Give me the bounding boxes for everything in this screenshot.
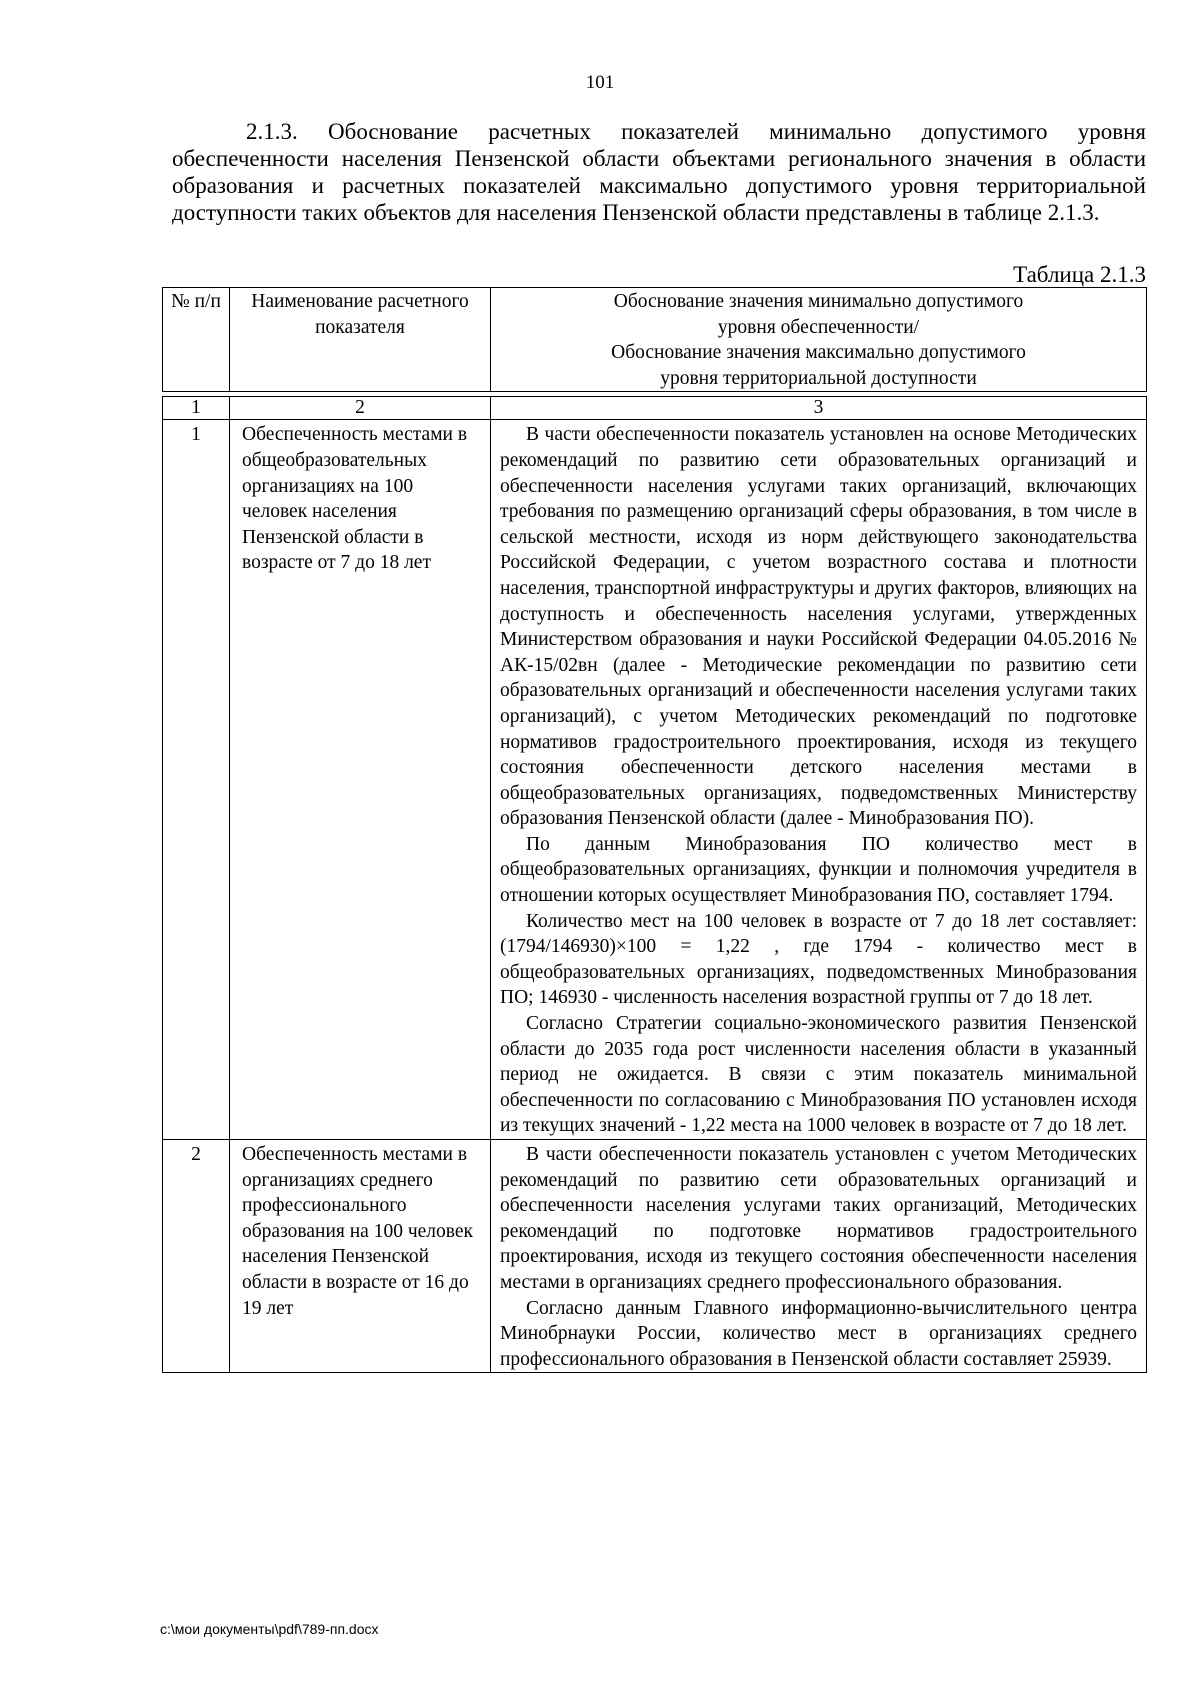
justification-cell (491, 420, 1147, 1140)
header-just-line4: уровня территориальной доступности (660, 367, 977, 389)
header-just-line3: Обоснование значения максимально допустимого (611, 342, 1026, 364)
footer-file-path: c:\мои документы\pdf\789-пп.docx (160, 1621, 379, 1637)
table-row (163, 420, 1147, 1140)
header-just-line2: уровня обеспеченности/ (717, 316, 920, 338)
justification-paragraph: Количество мест на 100 человек в возрасте от 7 до 18 лет составляет: (1794/146930)×100 = 1,22 , где 1794 - количество мест в общеобразовательных организациях, подведомственных Минобразования ПО; 146930 - численность населения возрастной группы от 7 до 18 лет. (500, 910, 1137, 1009)
column-number: 2 (230, 397, 491, 420)
table-row (163, 1140, 1147, 1373)
indicator-name: Обеспеченность местами в организациях среднего профессионального образования на 100 человек населения Пензенской области в возрасте от 16 до 19 лет (230, 1140, 491, 1373)
page-number: 101 (585, 72, 615, 93)
header-num: № п/п (163, 288, 230, 392)
column-number: 1 (163, 397, 230, 420)
justification-paragraph: Согласно данным Главного информационно-вычислительного центра Минобрнауки России, количество мест в организациях среднего профессионального образования в Пензенской области составляет 25939. (500, 1297, 1137, 1370)
table-caption: Таблица 2.1.3 (1013, 262, 1146, 287)
indicator-name: Обеспеченность местами в общеобразовательных организациях на 100 человек населения Пензенской области в возрасте от 7 до 18 лет (230, 420, 491, 1140)
justification-cell (491, 1140, 1147, 1373)
justification-paragraph: В части обеспеченности показатель установлен на основе Методических рекомендаций по развитию сети образовательных организаций и обеспеченности населения услугами таких организаций, включающих требования по размещению организаций сферы образования, в том числе в сельской местности, исходя из норм действующего законодательства Российской Федерации, с учетом возрастного состава и плотности населения, транспортной инфраструктуры и других факторов, влияющих на доступность и обеспеченность населения услугами, утвержденных Министерством образования и науки Российской Федерации 04.05.2016 № АК-15/02вн (далее - Методические рекомендации по развитию сети образовательных организаций и обеспеченности населения услугами таких организаций), с учетом Методических рекомендаций по подготовке нормативов градостроительного проектирования, исходя из текущего состояния обеспеченности детского населения местами в общеобразовательных организациях, подведомственных Министерству образования Пензенской области (далее - Минобразования ПО). (500, 424, 1137, 830)
header-justification (491, 288, 1147, 392)
row-number: 1 (163, 420, 230, 1140)
intro-paragraph: 2.1.3. Обоснование расчетных показателей минимально допустимого уровня обеспеченности населения Пензенской области объектами регионального значения в области образования и расчетных показателей максимально допустимого уровня территориальной доступности таких объектов для населения Пензенской области представлены в таблице 2.1.3. (172, 119, 1146, 225)
justification-paragraph: Согласно Стратегии социально-экономического развития Пензенской области до 2035 года рост численности населения области в указанный период не ожидается. В связи с этим показатель минимальной обеспеченности по согласованию с Минобразования ПО установлен исходя из текущих значений - 1,22 места на 1000 человек в возрасте от 7 до 18 лет. (500, 1013, 1137, 1137)
column-number-row (163, 397, 1147, 420)
column-number: 3 (491, 397, 1147, 420)
header-just-line1: Обоснование значения минимально допустимого (613, 291, 1024, 312)
row-number: 2 (163, 1140, 230, 1373)
justification-paragraph: По данным Минобразования ПО количество мест в общеобразовательных организациях, функции и полномочия учредителя в отношении которых осуществляет Минобразования ПО, составляет 1794. (500, 833, 1137, 907)
indicators-table (162, 287, 1147, 1373)
table-header-row (163, 288, 1147, 392)
justification-paragraph: В части обеспеченности показатель установлен с учетом Методических рекомендаций по развитию сети образовательных организаций и обеспеченности населения услугами таких организаций, Методических рекомендаций по подготовке нормативов градостроительного проектирования, исходя из текущего состояния обеспеченности населения местами в организациях среднего профессионального образования. (500, 1144, 1137, 1293)
header-name: Наименование расчетного показателя (230, 288, 491, 392)
